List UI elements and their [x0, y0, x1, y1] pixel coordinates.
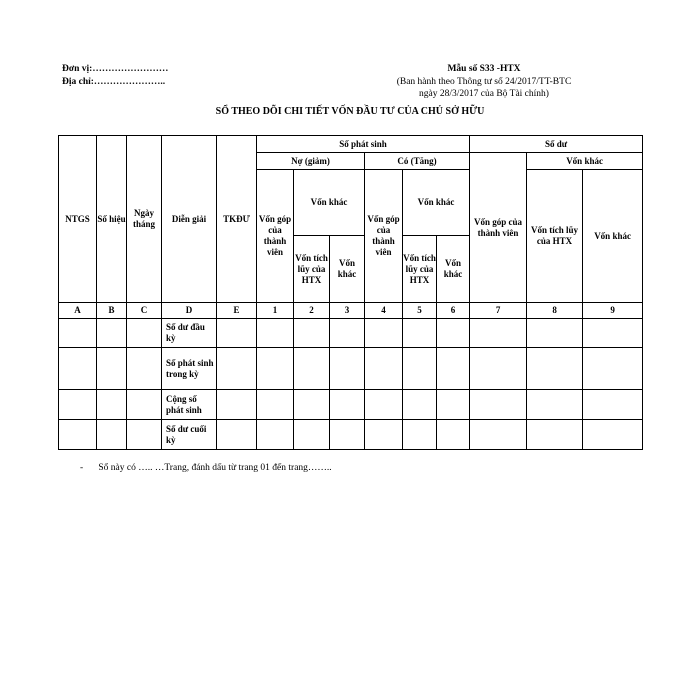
code-cell: 3 [330, 303, 365, 319]
row-label-so-phat-sinh: Số phát sinh trong kỳ [162, 348, 217, 390]
form-code: Mẫu số S33 -HTX [447, 64, 521, 74]
header-du-von-tich-luy: Vốn tích lũy của HTX [527, 170, 583, 303]
footnote-bullet: - [80, 463, 84, 473]
header-so-du: Số dư [470, 136, 643, 153]
header-co-von-khac: Vốn khác [403, 170, 470, 236]
code-cell: 8 [527, 303, 583, 319]
code-cell: B [97, 303, 127, 319]
code-cell: 1 [257, 303, 294, 319]
table-row [59, 348, 643, 390]
header-dien-giai: Diễn giải [162, 136, 217, 303]
header-no-giam: Nợ (giảm) [257, 153, 365, 170]
code-cell: E [217, 303, 257, 319]
header-no-von-tich-luy: Vốn tích lũy của HTX [294, 236, 330, 303]
unit-info [62, 63, 168, 89]
code-cell: 2 [294, 303, 330, 319]
header-so-hieu: Số hiệu [97, 136, 127, 303]
table-row [59, 420, 643, 450]
header-no-von-gop: Vốn góp của thành viên [257, 170, 294, 303]
row-label-so-du-dau-ky: Số dư đầu kỳ [162, 319, 217, 348]
table-row [59, 319, 643, 348]
header-so-phat-sinh: Số phát sinh [257, 136, 470, 153]
footnote-text: Sổ này có ….. …Trang, đánh dấu từ trang 01 đến trang…….. [98, 463, 332, 473]
footnote [80, 463, 332, 473]
header-co-tang: Có (Tăng) [365, 153, 470, 170]
code-cell: 5 [403, 303, 437, 319]
header-du-von-gop: Vốn góp của thành viên [470, 153, 527, 303]
circular-line-2: ngày 28/3/2017 của Bộ Tài chính) [419, 89, 549, 99]
code-cell: 4 [365, 303, 403, 319]
header-no-von-khac-sub: Vốn khác [330, 236, 365, 303]
header-co-von-tich-luy: Vốn tích lũy của HTX [403, 236, 437, 303]
dia-chi-field: Địa chỉ:………………….. [62, 77, 166, 87]
row-label-so-du-cuoi-ky: Số dư cuối kỳ [162, 420, 217, 450]
header-ntgs: NTGS [59, 136, 97, 303]
circular-line-1: (Ban hành theo Thông tư số 24/2017/TT-BTC [396, 76, 572, 87]
row-label-cong-so-phat-sinh: Cộng số phát sinh [162, 390, 217, 420]
header-co-von-khac-sub: Vốn khác [437, 236, 470, 303]
table-row [59, 390, 643, 420]
header-ngay-thang: Ngày tháng [127, 136, 162, 303]
header-tkdu: TKĐƯ [217, 136, 257, 303]
code-cell: 9 [583, 303, 643, 319]
code-cell: 6 [437, 303, 470, 319]
code-cell: D [162, 303, 217, 319]
header-du-von-khac-sub: Vốn khác [583, 170, 643, 303]
code-cell: C [127, 303, 162, 319]
document-title: SỔ THEO DÕI CHI TIẾT VỐN ĐẦU TƯ CỦA CHỦ SỞ HỮU [215, 106, 485, 117]
don-vi-field: Đơn vị:…………………… [62, 64, 169, 74]
header-du-von-khac: Vốn khác [527, 153, 643, 170]
code-cell: 7 [470, 303, 527, 319]
header-co-von-gop: Vốn góp của thành viên [365, 170, 403, 303]
form-info [372, 63, 596, 101]
ledger-table [58, 135, 643, 450]
header-no-von-khac: Vốn khác [294, 170, 365, 236]
code-cell: A [59, 303, 97, 319]
